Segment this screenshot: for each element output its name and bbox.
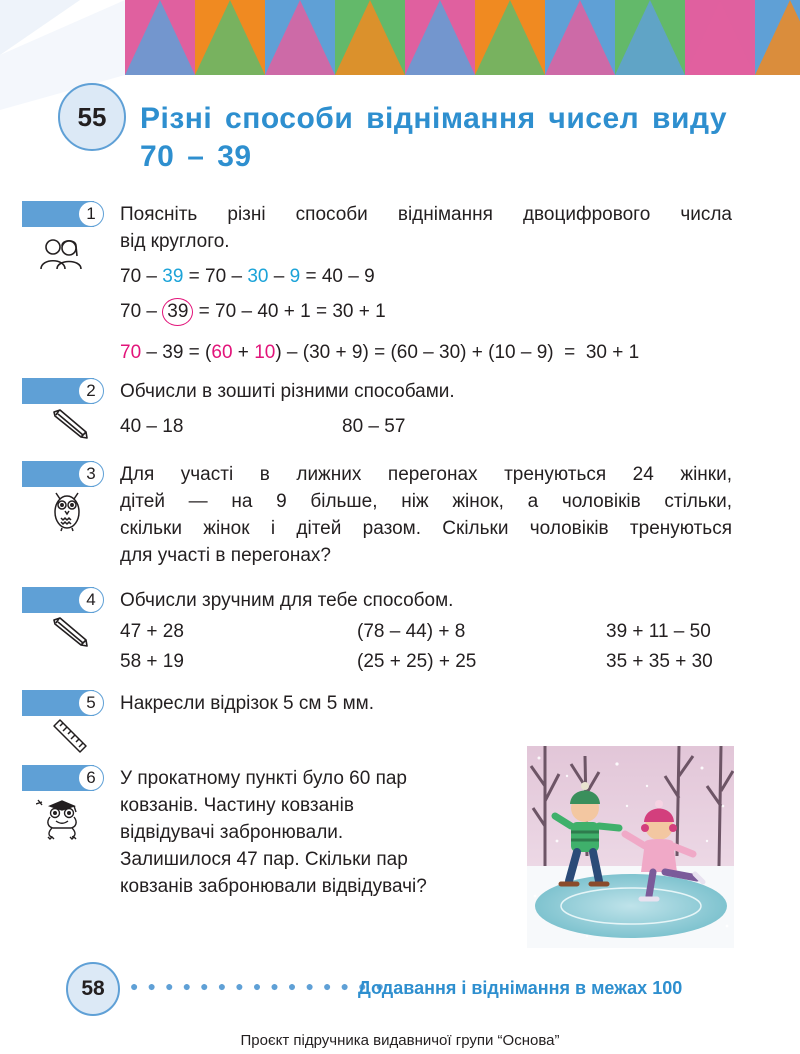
task-text: Обчисли зручним для тебе способом.	[120, 590, 454, 611]
expr-part: 70 –	[120, 266, 163, 287]
task-number: 2	[78, 378, 104, 404]
task-text-line: скільки жінок і дітей разом. Скільки чоловіків тренуються	[120, 518, 732, 539]
expr-highlight: 9	[289, 266, 301, 287]
lesson-title-line1: Різні способи віднімання чисел виду	[140, 102, 728, 135]
expr-part: ) – (30 + 9) = (60 – 30) + (10 – 9) = 30 + 1	[275, 342, 640, 363]
lesson-title	[140, 100, 760, 176]
pair-work-icon	[38, 236, 84, 272]
expression: (25 + 25) + 25	[357, 651, 477, 672]
expr-part: – 39 = (	[141, 342, 212, 363]
expression: 39 + 11 – 50	[606, 621, 711, 642]
expr-part: = 40 – 9	[300, 266, 375, 287]
publisher-footer: Проєкт підручника видавничої групи “Основа”	[240, 1032, 560, 1049]
task-text-line: від круглого.	[120, 231, 230, 252]
task-number: 1	[78, 201, 104, 227]
task-text-line: ковзанів забронювали відвідувачі?	[120, 876, 427, 897]
task-text: Накресли відрізок 5 см 5 мм.	[120, 693, 374, 714]
task-text: Обчисли в зошиті різними способами.	[120, 381, 455, 402]
expr-highlight: 10	[254, 342, 276, 363]
dotted-leader: ● ● ● ● ● ● ● ● ● ● ● ● ● ● ●	[130, 978, 387, 994]
task-number: 3	[78, 461, 104, 487]
pencil-icon	[50, 616, 90, 648]
expr-part: 70 –	[120, 301, 163, 322]
task-number: 4	[78, 587, 104, 613]
page-number-badge: 58	[66, 962, 120, 1016]
expr-part: –	[268, 266, 290, 287]
task-text-line: для участі в перегонах?	[120, 545, 331, 566]
task-text-line: ковзанів. Частину ковзанів	[120, 795, 354, 816]
section-title: Додавання і віднімання в межах 100	[358, 978, 683, 998]
lesson-number-badge: 55	[58, 83, 126, 151]
method-2-expression	[120, 298, 386, 326]
expr-part: = 70 – 40 + 1 = 30 + 1	[193, 301, 386, 322]
pencil-icon	[50, 408, 90, 440]
circled-number: 39	[162, 298, 193, 326]
children-ice-skating-illustration	[527, 746, 734, 948]
method-3-expression	[120, 339, 639, 366]
expr-part: +	[232, 342, 255, 363]
task-number: 5	[78, 690, 104, 716]
task-text-line: дітей — на 9 більше, ніж жінок, а чоловіків стільки,	[120, 491, 732, 512]
task-text-line: Залишилося 47 пар. Скільки пар	[120, 849, 408, 870]
expr-highlight: 60	[211, 342, 233, 363]
task-text-line: відвідувачі забронювали.	[120, 822, 344, 843]
expr-highlight: 70	[120, 342, 142, 363]
task-text-line: У прокатному пункті було 60 пар	[120, 768, 408, 789]
decorative-banner	[0, 0, 800, 110]
expression: 58 + 19	[120, 651, 184, 672]
expr-highlight: 39	[162, 266, 184, 287]
lesson-title-line2: 70 – 39	[140, 140, 252, 173]
task-number: 6	[78, 765, 104, 791]
expression: 40 – 18	[120, 416, 184, 437]
owl-icon	[52, 490, 82, 532]
expr-part: = 70 –	[183, 266, 248, 287]
method-1-expression	[120, 263, 375, 290]
ruler-icon	[52, 718, 88, 754]
expression: (78 – 44) + 8	[357, 621, 466, 642]
task-text-line: Поясніть різні способи віднімання двоцифрового числа	[120, 204, 732, 225]
expr-highlight: 30	[247, 266, 269, 287]
task-text-line: Для участі в лижних перегонах тренуються 24 жінки,	[120, 464, 732, 485]
expression: 80 – 57	[342, 416, 406, 437]
frog-graduate-icon	[36, 798, 88, 840]
expression: 35 + 35 + 30	[606, 651, 713, 672]
expression: 47 + 28	[120, 621, 184, 642]
